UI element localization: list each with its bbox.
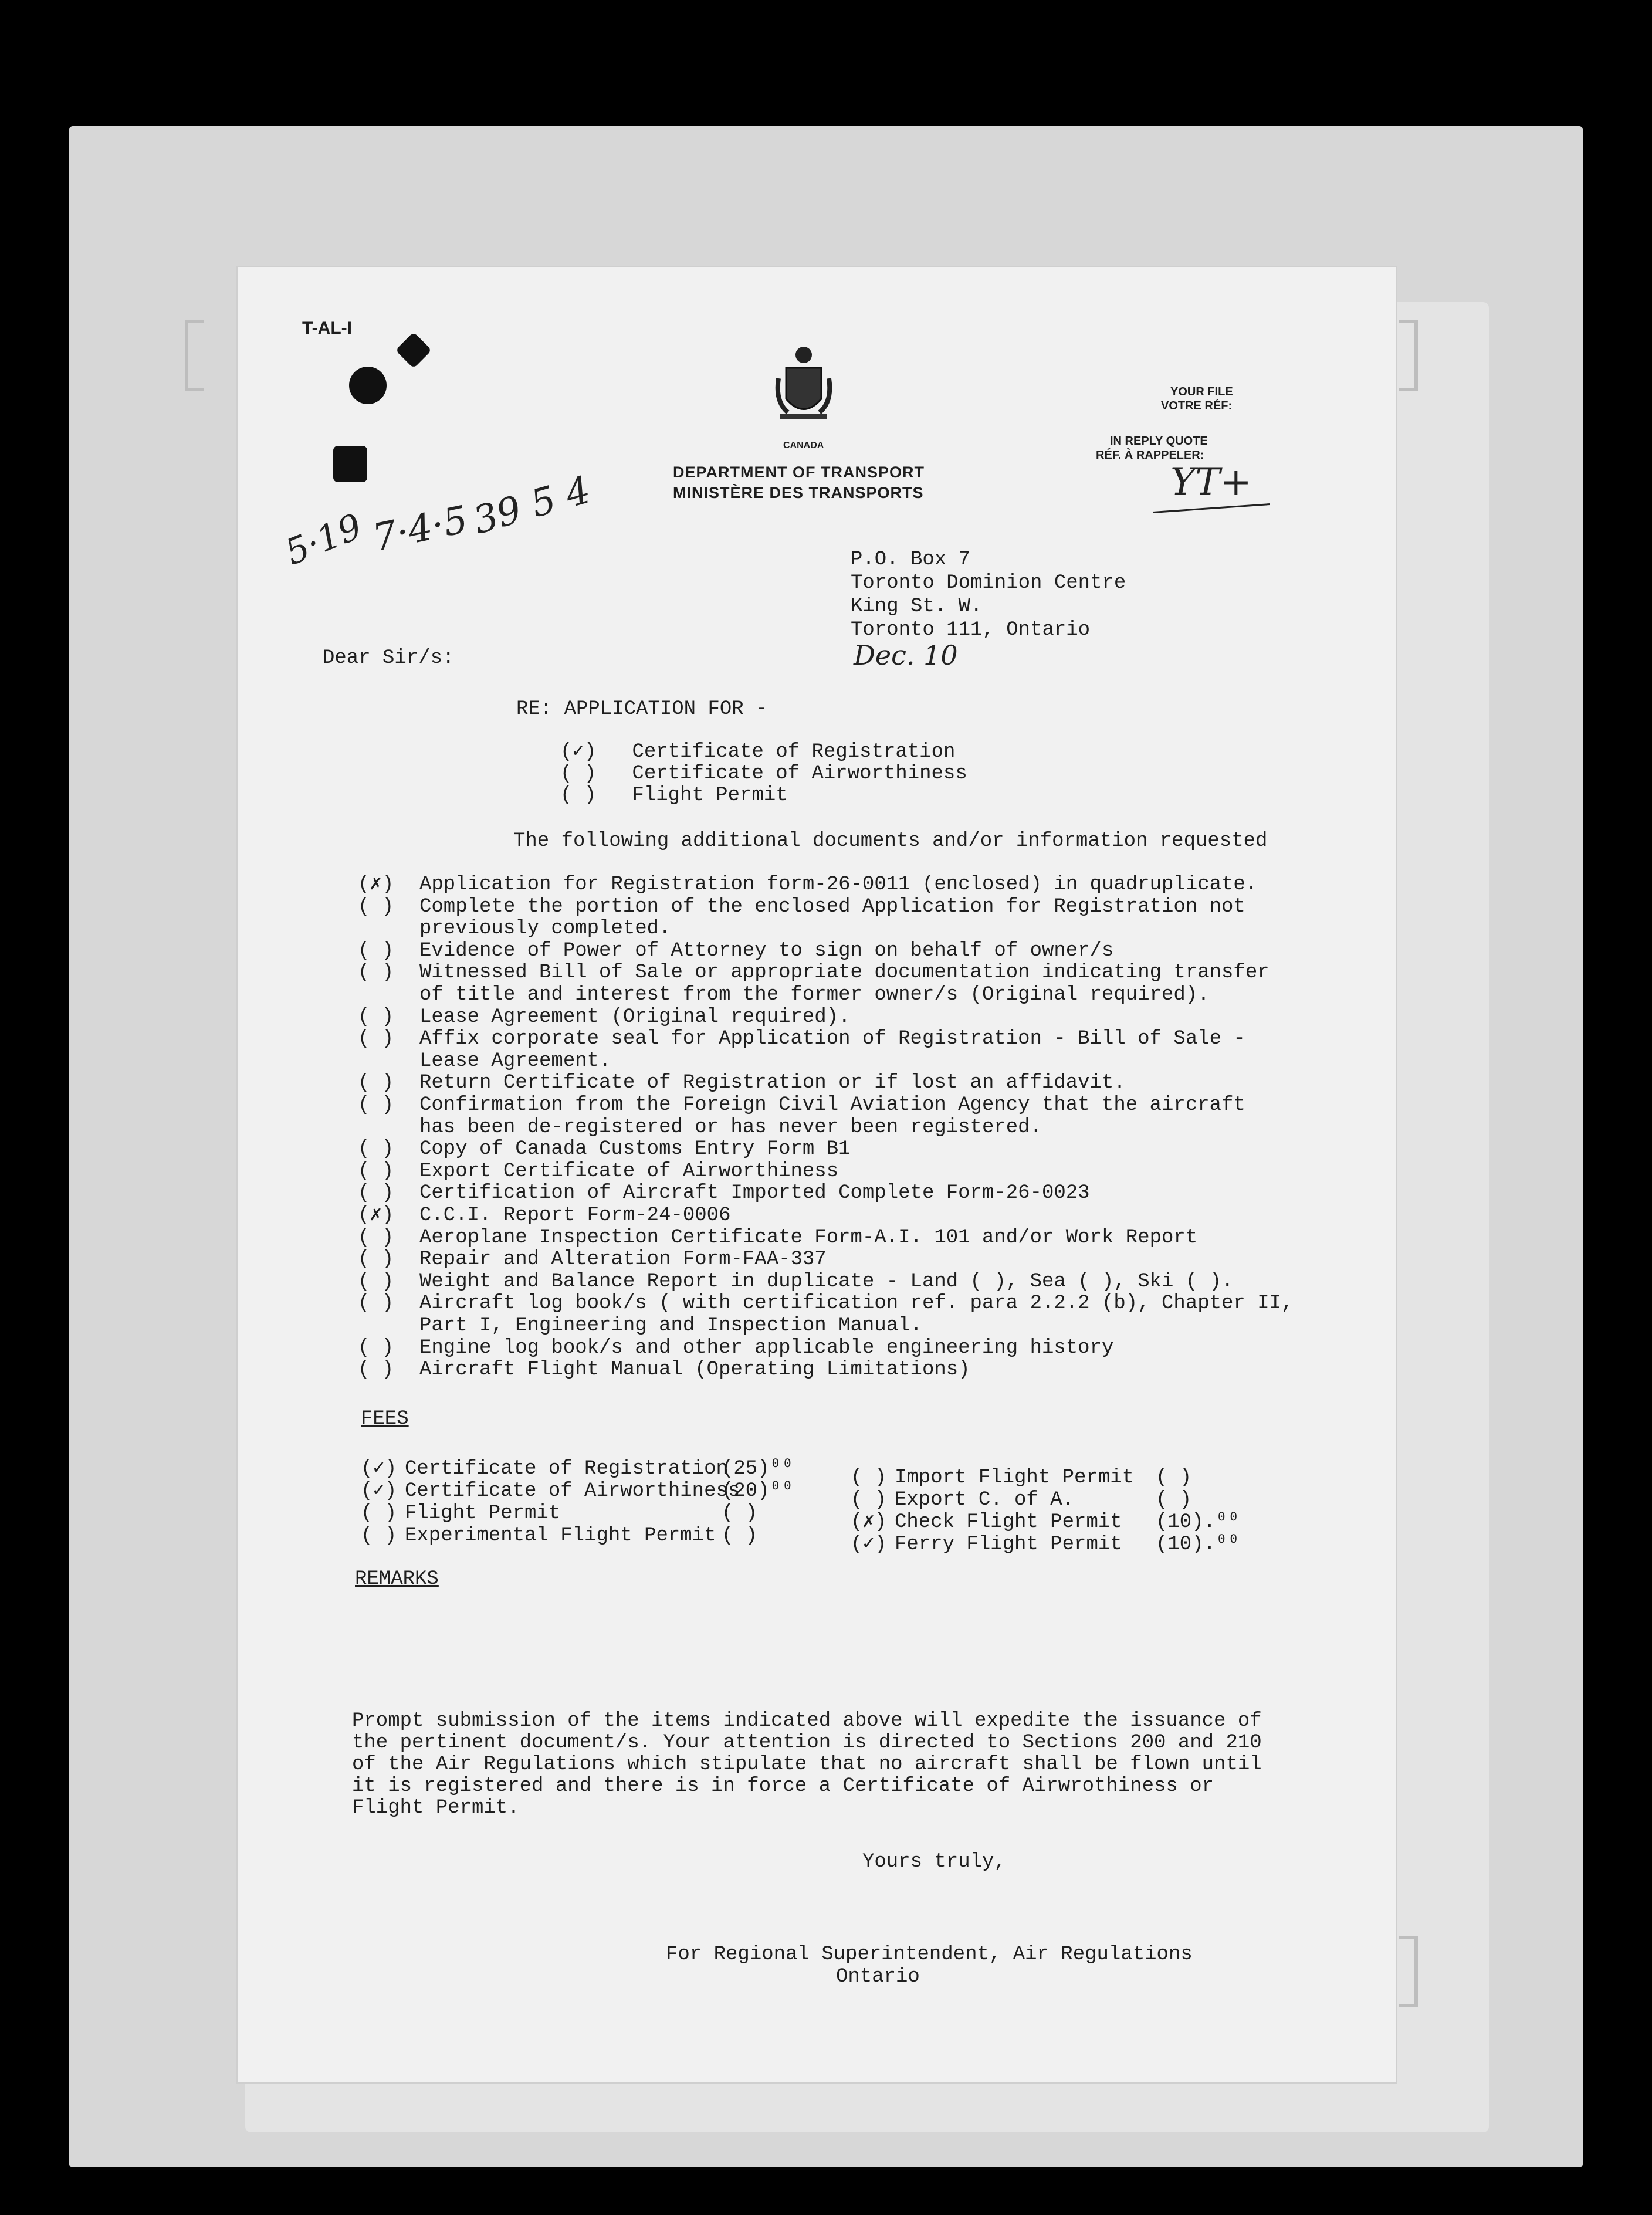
- fee-mark: ( ): [361, 1502, 397, 1525]
- fees-heading: FEES: [361, 1408, 409, 1430]
- request-mark: ( ): [358, 1028, 394, 1051]
- request-text: Confirmation from the Foreign Civil Aviation Agency that the aircraft: [419, 1094, 1245, 1116]
- request-mark: ( ): [358, 961, 394, 984]
- address-line: P.O. Box 7: [851, 548, 971, 571]
- request-text: Copy of Canada Customs Entry Form B1: [419, 1138, 851, 1161]
- request-mark: ( ): [358, 1182, 394, 1205]
- request-text: of title and interest from the former owner/s (Original required).: [419, 984, 1210, 1006]
- signature-line: Ontario: [836, 1966, 920, 1988]
- fee-label: Import Flight Permit: [895, 1466, 1135, 1489]
- option-label: Flight Permit: [632, 784, 788, 807]
- request-item: [358, 1249, 827, 1270]
- request-mark: ( ): [358, 1094, 394, 1116]
- address-line: Toronto 111, Ontario: [851, 619, 1091, 641]
- request-mark: ( ): [358, 1226, 394, 1249]
- fee-amount: (10).⁰⁰: [1156, 1511, 1240, 1533]
- request-text: Return Certificate of Registration or if lost an affidavit.: [419, 1072, 1126, 1095]
- reply-quote-label: IN REPLY QUOTE: [1110, 435, 1208, 448]
- option-label: Certificate of Registration: [632, 741, 956, 763]
- fee-mark: (✓): [361, 1480, 397, 1502]
- fee-amount: (25)⁰⁰: [722, 1458, 794, 1480]
- request-text: Aeroplane Inspection Certificate Form-A.I. 101 and/or Work Report: [419, 1226, 1198, 1249]
- request-item: [358, 896, 1245, 917]
- request-mark: ( ): [358, 939, 394, 962]
- request-text: Engine log book/s and other applicable engineering history: [419, 1336, 1114, 1359]
- fee-amount: ( ): [722, 1525, 758, 1547]
- handwritten-number: 39 5 4: [468, 468, 595, 543]
- request-text: Affix corporate seal for Application of Registration - Bill of Sale -: [419, 1028, 1245, 1051]
- request-mark: ( ): [358, 1336, 394, 1359]
- request-item: [358, 962, 1270, 983]
- option-mark: ( ): [560, 763, 597, 785]
- handwritten-number: 5·19: [279, 506, 368, 574]
- reply-reference-handwritten: YT+: [1170, 460, 1252, 504]
- letter-sheet: [238, 267, 1396, 2082]
- fee-label: Check Flight Permit: [895, 1511, 1122, 1533]
- option-label: Certificate of Airworthiness: [632, 763, 967, 785]
- request-text: Application for Registration form-26-0011 (enclosed) in quadruplicate.: [419, 873, 1258, 896]
- request-item: [358, 1271, 1233, 1292]
- remarks-heading: REMARKS: [355, 1568, 439, 1590]
- request-text: Certification of Aircraft Imported Complete Form-26-0023: [419, 1182, 1090, 1205]
- fee-mark: ( ): [361, 1525, 397, 1547]
- request-text: Repair and Alteration Form-FAA-337: [419, 1248, 827, 1271]
- fee-amount: (20)⁰⁰: [722, 1480, 794, 1502]
- closing-line: the pertinent document/s. Your attention is directed to Sections 200 and 210: [352, 1732, 1262, 1754]
- request-item: [358, 874, 1257, 895]
- address-line: Toronto Dominion Centre: [851, 572, 1126, 594]
- re-line: RE: APPLICATION FOR -: [516, 698, 768, 720]
- fee-amount: ( ): [1156, 1489, 1192, 1511]
- request-mark: ( ): [358, 1072, 394, 1095]
- handwritten-number: 7·4·5: [369, 497, 472, 561]
- request-text: Witnessed Bill of Sale or appropriate documentation indicating transfer: [419, 961, 1270, 984]
- request-item: [358, 1359, 970, 1380]
- request-mark: ( ): [358, 1138, 394, 1161]
- request-text: Aircraft Flight Manual (Operating Limitations): [419, 1359, 970, 1381]
- corner-bracket: [1399, 1936, 1418, 2007]
- request-item: [358, 1139, 851, 1160]
- request-item: [358, 1183, 1090, 1204]
- fee-amount: ( ): [722, 1502, 758, 1525]
- request-mark: ( ): [358, 1292, 394, 1315]
- dept-name-en: DEPARTMENT OF TRANSPORT: [673, 463, 925, 481]
- closing-line: it is registered and there is in force a Certificate of Airwrothiness or: [352, 1775, 1214, 1797]
- request-mark: (✗): [358, 873, 394, 896]
- request-text: Export Certificate of Airworthiness: [419, 1160, 839, 1183]
- fee-amount: (10).⁰⁰: [1156, 1533, 1240, 1556]
- request-text: Part I, Engineering and Inspection Manual.: [419, 1315, 922, 1337]
- request-text: previously completed.: [419, 917, 671, 940]
- intro-line: The following additional documents and/or information requested: [513, 830, 1268, 852]
- request-text: Weight and Balance Report in duplicate - Land ( ), Sea ( ), Ski ( ).: [419, 1270, 1234, 1293]
- request-mark: ( ): [358, 1248, 394, 1271]
- request-text: Aircraft log book/s ( with certification ref. para 2.2.2 (b), Chapter II,: [419, 1292, 1294, 1315]
- crest-label: CANADA: [783, 441, 824, 451]
- dept-name-fr: MINISTÈRE DES TRANSPORTS: [673, 484, 924, 502]
- request-text: has been de-registered or has never been registered.: [419, 1116, 1042, 1139]
- handwritten-underline: [1153, 503, 1270, 513]
- fee-amount: ( ): [1156, 1466, 1192, 1489]
- fee-label: Export C. of A.: [895, 1489, 1075, 1511]
- corner-bracket: [185, 320, 204, 391]
- punch-hole: [349, 367, 387, 404]
- fee-label: Ferry Flight Permit: [895, 1533, 1122, 1556]
- request-item: [358, 1095, 1245, 1116]
- request-text: Lease Agreement.: [419, 1049, 611, 1072]
- reply-quote-label-fr: RÉF. À RAPPELER:: [1096, 449, 1204, 462]
- request-mark: ( ): [358, 1005, 394, 1028]
- fee-mark: (✓): [851, 1533, 887, 1556]
- corner-bracket: [1399, 320, 1418, 391]
- fee-mark: ( ): [851, 1466, 887, 1489]
- request-item: [358, 1051, 611, 1072]
- fee-label: Experimental Flight Permit: [405, 1525, 716, 1547]
- application-option: [560, 763, 967, 785]
- request-mark: ( ): [358, 1270, 394, 1293]
- signature-line: For Regional Superintendent, Air Regulations: [666, 1943, 1193, 1966]
- request-mark: ( ): [358, 895, 394, 918]
- date-handwritten: Dec. 10: [854, 639, 958, 671]
- your-file-label-fr: VOTRE RÉF:: [1161, 399, 1233, 412]
- closing-line: of the Air Regulations which stipulate that no aircraft shall be flown until: [352, 1753, 1262, 1776]
- option-mark: (✓): [560, 741, 597, 763]
- fee-mark: (✗): [851, 1511, 887, 1533]
- fee-label: Certificate of Airworthiness: [405, 1480, 740, 1502]
- request-item: [358, 1117, 1042, 1138]
- request-item: [358, 918, 671, 939]
- request-item: [358, 1293, 1293, 1314]
- request-text: Lease Agreement (Original required).: [419, 1005, 851, 1028]
- request-item: [358, 1072, 1126, 1093]
- closing-line: Prompt submission of the items indicated above will expedite the issuance of: [352, 1710, 1262, 1732]
- request-item: [358, 984, 1210, 1005]
- application-option: [560, 741, 955, 763]
- coat-of-arms-icon: [771, 343, 836, 431]
- your-file-label: YOUR FILE: [1170, 385, 1233, 398]
- request-item: [358, 1227, 1197, 1248]
- request-text: Complete the portion of the enclosed Application for Registration not: [419, 895, 1245, 918]
- punch-hole: [395, 332, 432, 368]
- request-mark: ( ): [358, 1160, 394, 1183]
- request-item: [358, 1007, 851, 1028]
- form-code: T-AL-I: [302, 319, 352, 338]
- request-item: [358, 1205, 731, 1226]
- fee-mark: (✓): [361, 1458, 397, 1480]
- request-item: [358, 1315, 922, 1336]
- request-item: [358, 940, 1113, 961]
- fee-label: Flight Permit: [405, 1502, 561, 1525]
- request-text: C.C.I. Report Form-24-0006: [419, 1204, 731, 1227]
- fee-label: Certificate of Registration: [405, 1458, 728, 1480]
- request-item: [358, 1161, 838, 1182]
- request-item: [358, 1028, 1245, 1049]
- punch-hole: [333, 446, 367, 482]
- option-mark: ( ): [560, 784, 597, 807]
- sign-off: Yours truly,: [862, 1851, 1006, 1873]
- request-text: Evidence of Power of Attorney to sign on behalf of owner/s: [419, 939, 1114, 962]
- request-item: [358, 1337, 1113, 1359]
- fee-mark: ( ): [851, 1489, 887, 1511]
- request-mark: ( ): [358, 1359, 394, 1381]
- application-option: [560, 784, 788, 807]
- salutation: Dear Sir/s:: [323, 647, 455, 669]
- closing-line: Flight Permit.: [352, 1797, 520, 1819]
- address-line: King St. W.: [851, 595, 983, 618]
- request-mark: (✗): [358, 1204, 394, 1227]
